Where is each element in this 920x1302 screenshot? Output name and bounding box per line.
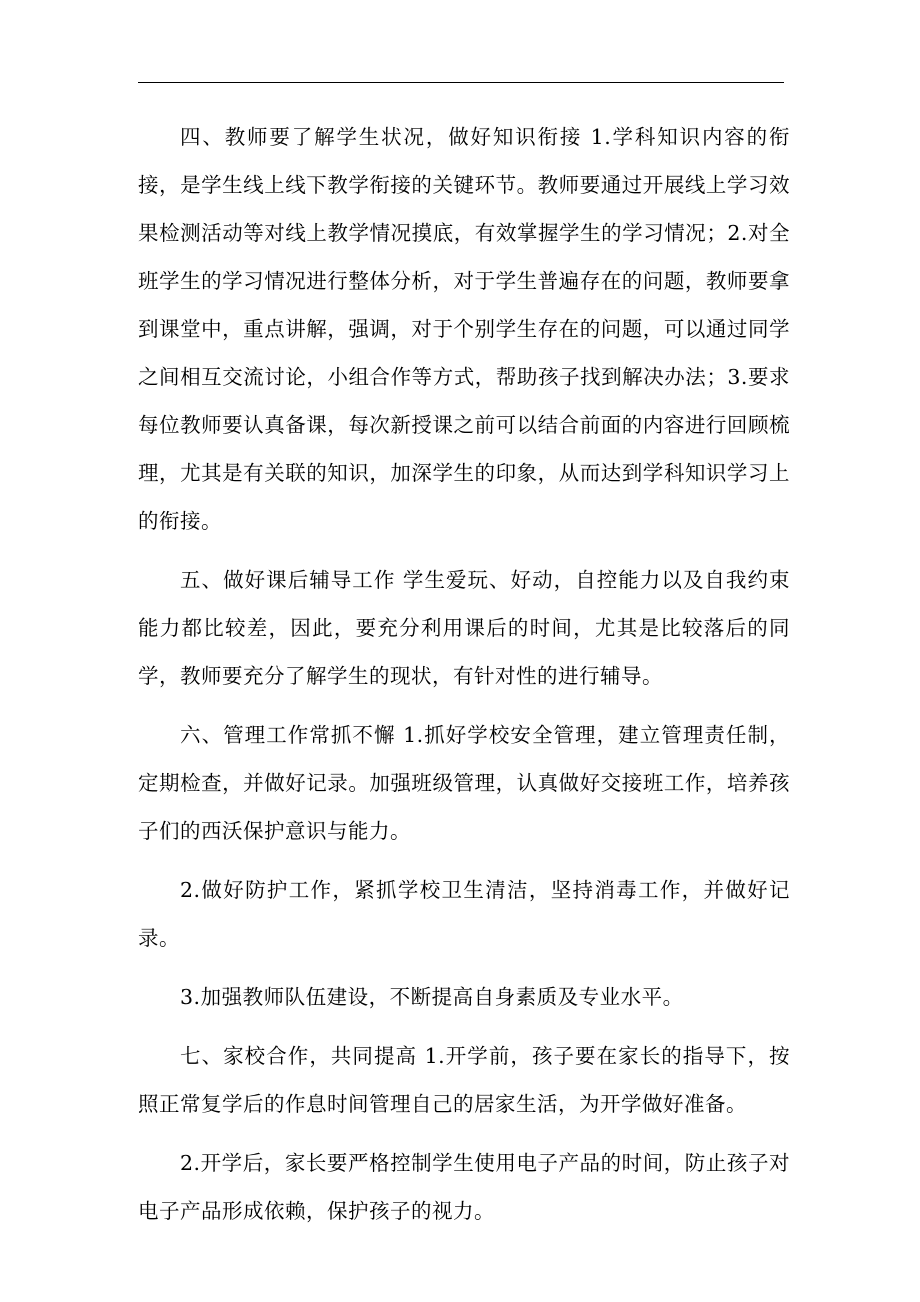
paragraph-section-6-item-2: 2.做好防护工作，紧抓学校卫生清洁，坚持消毒工作，并做好记录。 (138, 878, 790, 950)
document-body (138, 113, 790, 1246)
paragraph-section-6-item-3: 3.加强教师队伍建设，不断提高自身素质及专业水平。 (180, 985, 684, 1009)
paragraph-section-4: 四、教师要了解学生状况，做好知识衔接 1.学科知识内容的衔接，是学生线上线下教学衔接的关键环节。教师要通过开展线上学习效果检测活动等对线上教学情况摸底，有效掌握学生的学习情况；2.对全班学生的学习情况进行整体分析，对于学生普遍存在的问题，教师要拿到课堂中，重点讲解，强调，对于个别学生存在的问题，可以通过同学之间相互交流讨论，小组合作等方式，帮助孩子找到解决办法；3.要求每位教师要认真备课，每次新授课之前可以结合前面的内容进行回顾梳理，尤其是有关联的知识，加深学生的印象，从而达到学科知识学习上的衔接。 (138, 125, 790, 533)
paragraph-section-6: 六、管理工作常抓不懈 1.抓好学校安全管理，建立管理责任制，定期检查，并做好记录。加强班级管理，认真做好交接班工作，培养孩子们的西沃保护意识与能力。 (138, 723, 790, 843)
paragraph-section-7-item-2: 2.开学后，家长要严格控制学生使用电子产品的时间，防止孩子对电子产品形成依赖，保护孩子的视力。 (138, 1151, 790, 1223)
paragraph-section-7: 七、家校合作，共同提高 1.开学前，孩子要在家长的指导下，按照正常复学后的作息时间管理自己的居家生活，为开学做好准备。 (138, 1044, 790, 1116)
header-rule (138, 82, 784, 83)
paragraph-section-5: 五、做好课后辅导工作 学生爱玩、好动，自控能力以及自我约束能力都比较差，因此，要充分利用课后的时间，尤其是比较落后的同学，教师要充分了解学生的现状，有针对性的进行辅导。 (138, 568, 790, 688)
